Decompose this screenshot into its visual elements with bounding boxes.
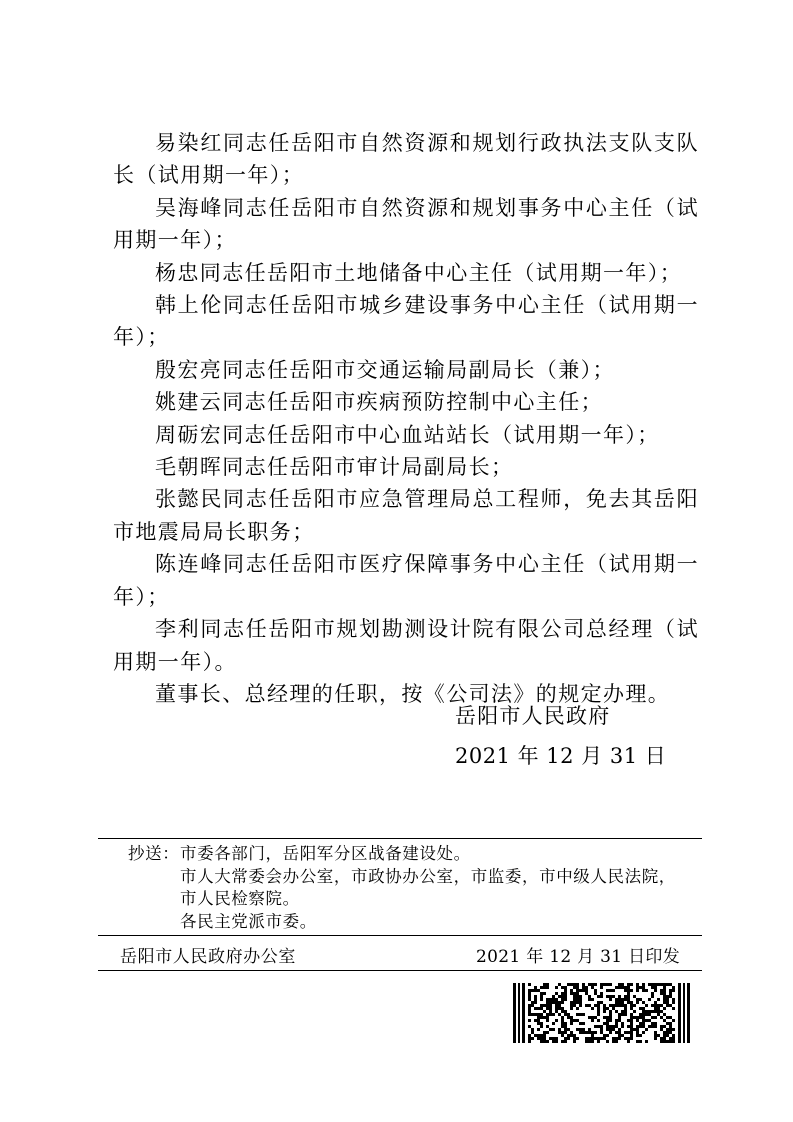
- closing-paragraph: 董事长、总经理的任职，按《公司法》的规定办理。: [155, 681, 671, 706]
- appointment-paragraph: 毛朝晖同志任岳阳市审计局副局长；: [155, 455, 514, 480]
- document-body: [113, 127, 699, 710]
- appointment-paragraph: 韩上伦同志任岳阳市城乡建设事务中心主任（试用期一年）；: [113, 293, 699, 350]
- issuer-signature: 岳阳市人民政府: [455, 704, 611, 728]
- appointment-paragraph: 杨忠同志任岳阳市土地储备中心主任（试用期一年）；: [155, 260, 683, 285]
- appointment-paragraph: 李利同志任岳阳市规划勘测设计院有限公司总经理（试用期一年）。: [113, 617, 699, 674]
- cc-line: 市人大常委会办公室，市政协办公室，市监委，市中级人民法院，: [180, 866, 676, 886]
- appointment-paragraph: 张懿民同志任岳阳市应急管理局总工程师，免去其岳阳市地震局局长职务；: [113, 487, 699, 544]
- issuing-office: 岳阳市人民政府办公室: [120, 947, 296, 967]
- appointment-paragraph: 殷宏亮同志任岳阳市交通运输局副局长（兼）；: [155, 357, 615, 382]
- appointment-paragraph: 周砺宏同志任岳阳市中心血站站长（试用期一年）；: [155, 422, 660, 447]
- cc-label: 抄送：: [128, 844, 180, 863]
- qr-barcode-icon: [513, 983, 690, 1043]
- appointment-paragraph: 吴海峰同志任岳阳市自然资源和规划事务中心主任（试用期一年）；: [113, 195, 699, 253]
- cc-line: 市委各部门，岳阳军分区战备建设处。: [180, 844, 471, 863]
- appointment-paragraph: 陈连峰同志任岳阳市医疗保障事务中心主任（试用期一年）；: [113, 552, 699, 609]
- cc-line: 市人民检察院。: [180, 889, 300, 908]
- footer-middle-rule: [98, 935, 702, 936]
- footer-top-rule: [98, 838, 702, 839]
- cc-line: 各民主党派市委。: [180, 911, 317, 931]
- issue-date: 2021 年 12 月 31 日印发: [476, 947, 680, 967]
- footer-bottom-rule: [98, 970, 702, 971]
- appointment-paragraph: 易染红同志任岳阳市自然资源和规划行政执法支队支队长（试用期一年）；: [113, 131, 699, 188]
- signature-date: 2021 年 12 月 31 日: [455, 744, 667, 768]
- appointment-paragraph: 姚建云同志任岳阳市疾病预防控制中心主任；: [155, 390, 603, 415]
- cc-block: [128, 843, 698, 933]
